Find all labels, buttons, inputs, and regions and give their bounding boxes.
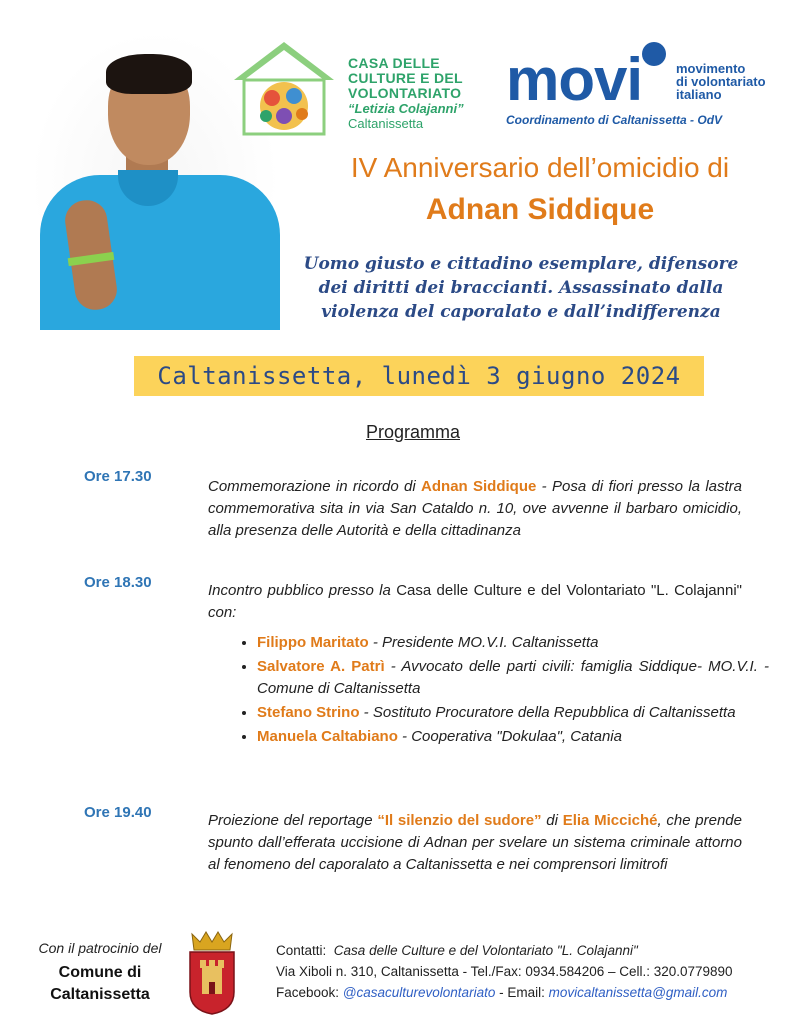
movi-logo-dot [642, 42, 666, 66]
speaker-role: - Cooperativa "Dokulaa", Catania [397, 728, 622, 745]
contacts-place: Casa delle Culture e del Volontariato "L. Colajanni" [333, 943, 638, 958]
speaker-name: Filippo Maritato [257, 634, 369, 651]
list-item [257, 656, 769, 700]
list-item [257, 702, 769, 724]
contacts-line [276, 940, 796, 961]
program-time: Ore 18.30 [84, 574, 152, 591]
program-time: Ore 19.40 [84, 804, 152, 821]
program-description [208, 810, 742, 876]
casa-logo-line: VOLONTARIATO [348, 85, 462, 101]
speaker-role: - Sostituto Procuratore della Repubblica di Caltanissetta [359, 704, 736, 721]
program-description [208, 476, 742, 542]
author-name: Elia Micciché [562, 812, 658, 829]
movi-sub-line: movimento [676, 61, 746, 76]
city-crest-icon [186, 930, 238, 1016]
program-text: con: [208, 604, 237, 621]
page-title-line2: Adnan Siddique [425, 193, 655, 226]
program-text: Proiezione del reportage [208, 812, 378, 829]
movi-sub-line: italiano [676, 87, 722, 102]
address-line: Via Xiboli n. 310, Caltanissetta - Tel./Fax: 0934.584206 – Cell.: 320.0779890 [276, 964, 733, 979]
program-text: di [541, 812, 563, 829]
speaker-role: - Presidente MO.V.I. Caltanissetta [368, 634, 599, 651]
casa-logo-line: “Letizia Colajanni” [348, 101, 464, 116]
program-text: - Posa di fiori presso la lastra commemorativa sita in via San Cataldo n. 10, ove avvenne il barbaro omicidio, alla presenza delle Autorità e della cittadinanza [208, 478, 743, 539]
list-item [257, 632, 769, 654]
movi-coordination: Coordinamento di Caltanissetta - OdV [506, 113, 723, 127]
page-subtitle: Uomo giusto e cittadino esemplare, difensore dei diritti dei braccianti. Assassinato dalla violenza del caporalato e dall’indifferenza [303, 254, 739, 322]
casa-culture-logo [232, 40, 336, 136]
program-time: Ore 17.30 [84, 468, 152, 485]
speaker-name: Manuela Caltabiano [257, 728, 398, 745]
list-item [257, 726, 769, 748]
facebook-link[interactable]: @casaculturevolontariato [342, 985, 496, 1000]
comune-line: Comune di [58, 964, 142, 981]
casa-logo-line: CASA DELLE [348, 55, 440, 71]
program-text: Incontro pubblico presso la [208, 582, 397, 599]
contacts-label: Contatti: [276, 943, 327, 958]
social-line [276, 982, 796, 1003]
casa-logo-line: Caltanissetta [348, 116, 424, 131]
movi-logo-subtitle [676, 62, 796, 101]
speaker-name: Salvatore A. Patrì [257, 658, 385, 675]
speaker-role: - Avvocato delle parti civili: famiglia Siddique- MO.V.I. - Comune di Caltanissetta [257, 658, 770, 697]
program-title: Programma [365, 422, 461, 442]
email-label: - Email: [495, 985, 549, 1000]
facebook-label: Facebook: [276, 985, 343, 1000]
highlight-name: Adnan Siddique [421, 478, 537, 495]
film-title: “Il silenzio del sudore” [377, 812, 542, 829]
comune-line: Caltanissetta [50, 986, 150, 1003]
movi-logo-word: movi [506, 46, 643, 113]
speakers-list [232, 632, 769, 750]
movi-sub-line: di volontariato [676, 74, 766, 89]
casa-logo-line: CULTURE E DEL [348, 70, 463, 86]
comune-name [20, 962, 180, 1006]
program-text: , che prende spunto dall’efferata uccisione di Adnan per svelare un sistema criminale attorno al fenomeno del caporalato a Caltanissetta e nei comprensori limitrofi [208, 812, 742, 873]
page-title-line1: IV Anniversario dell’omicidio di [350, 152, 730, 183]
date-banner [134, 356, 704, 396]
patronage-label: Con il patrocinio del [38, 940, 162, 956]
date-banner-text: Caltanissetta, lunedì 3 giugno 2024 [157, 362, 681, 390]
speaker-name: Stefano Strino [257, 704, 360, 721]
casa-culture-logo-text [348, 56, 508, 131]
program-description [208, 580, 742, 624]
contacts-block [276, 940, 796, 1003]
venue-name: Casa delle Culture e del Volontariato "L. Colajanni" [396, 582, 742, 599]
program-text: Commemorazione in ricordo di [208, 478, 422, 495]
email-link[interactable]: movicaltanissetta@gmail.com [548, 985, 728, 1000]
